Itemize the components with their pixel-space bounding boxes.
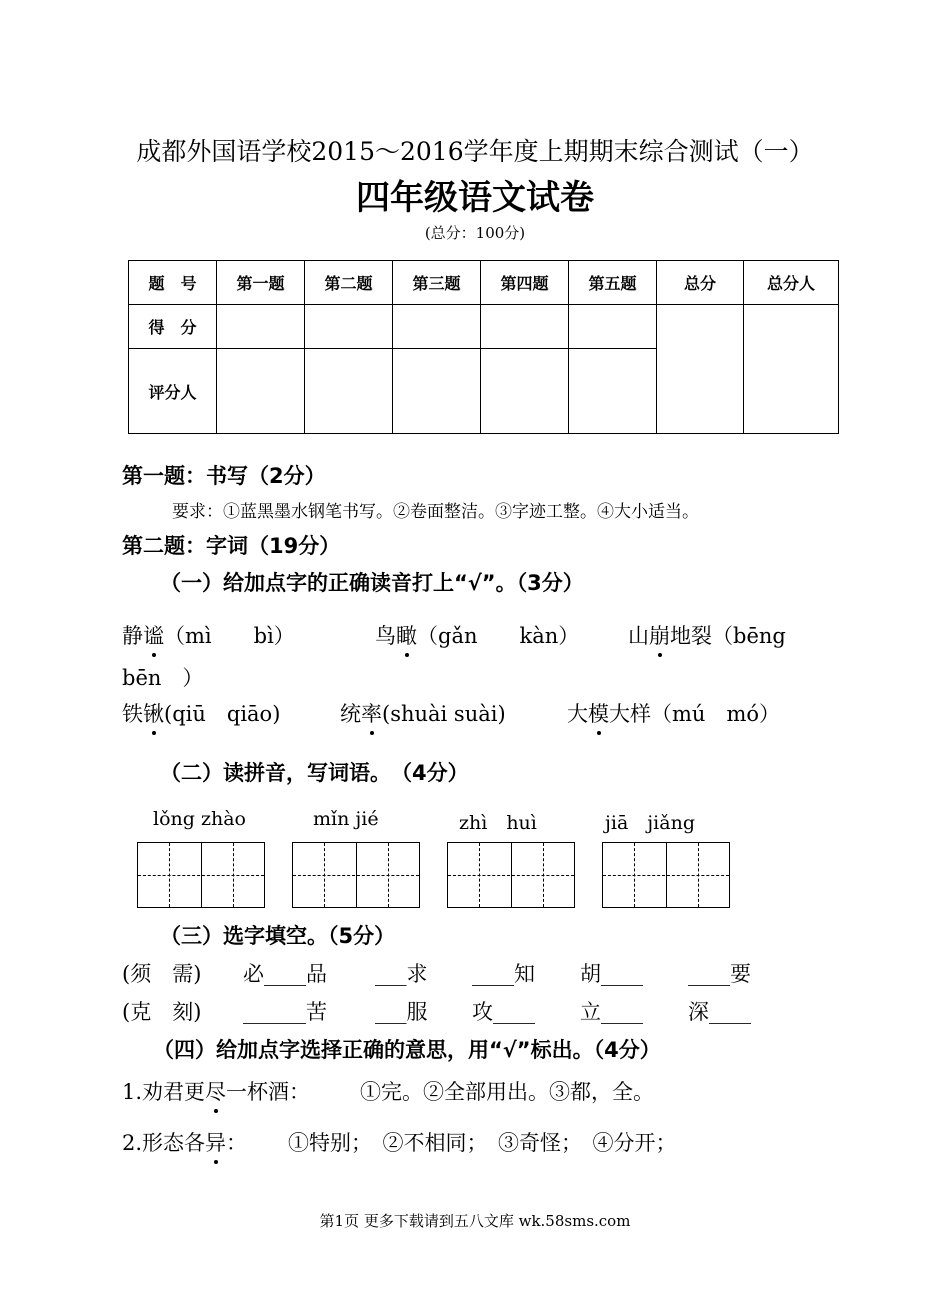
fill-blank[interactable]: 深____ [688,1000,751,1024]
header-cell: 第三题 [393,261,481,305]
pinyin-options: (shuài suài) [382,702,506,726]
fill-option: (克 刻) [122,1000,202,1024]
pinyin-item [122,698,280,728]
meaning-item [122,1127,247,1157]
q2-part1-title: （一）给加点字的正确读音打上“√”。（3分） [160,571,584,595]
fill-blank[interactable]: ______苦 [243,1000,327,1024]
pinyin-options: （mì bì） [164,624,295,648]
fill-option: (须 需) [122,962,202,986]
dotted-char: 尽 [205,1076,226,1106]
fill-blank[interactable]: 立____ [580,1000,643,1024]
score-cell[interactable] [569,305,657,349]
header-cell: 总分 [657,261,744,305]
row-label-score: 得 分 [129,305,217,349]
word-text: 静 [122,624,143,648]
score-table [128,260,839,434]
score-cell[interactable] [217,305,305,349]
pinyin-options: (qiū qiāo) [164,702,281,726]
q2-title: 第二题：字词（19分） [122,534,341,558]
q2-part2-title: （二）读拼音，写词语。 （4分） [160,761,469,785]
score-cell[interactable] [305,305,393,349]
header-cell: 总分人 [744,261,839,305]
fill-blank[interactable]: 必____品 [243,962,327,986]
header-cell: 题 号 [129,261,217,305]
word-text: 统 [340,702,361,726]
grader-cell[interactable] [393,349,481,434]
meaning-options[interactable]: ①特别； ②不相同； ③奇怪； ④分开； [288,1131,677,1155]
q1-requirement: 要求：①蓝黑墨水钢笔书写。②卷面整洁。③字迹工整。④大小适当。 [172,502,699,522]
word-text: 铁 [122,702,143,726]
pinyin-options: （gǎn kàn） [417,624,580,648]
sentence-text: ： [226,1131,248,1155]
dotted-char: 谧 [143,620,164,650]
word-text: 山 [628,624,649,648]
fill-blank[interactable]: ____知 [472,962,535,986]
pinyin-label: zhì huì [459,812,537,834]
grader-cell[interactable] [217,349,305,434]
score-cell[interactable] [481,305,569,349]
exam-title: 四年级语文试卷 [356,178,594,218]
q2-part4-title: （四）给加点字选择正确的意思，用“√”标出。（4分） [153,1038,661,1062]
fill-blank[interactable]: 攻____ [472,1000,535,1024]
writing-grid[interactable] [292,842,420,908]
page-footer: 第1页 更多下载请到五八文库 wk.58sms.com [319,1212,631,1230]
header-cell: 第五题 [569,261,657,305]
q2-part3-title: （三）选字填空。（5分） [160,924,396,948]
header-cell: 第二题 [305,261,393,305]
pinyin-label: mǐn jié [313,808,379,830]
pinyin-options-cont: bēn ） [122,666,204,690]
total-grader-cell[interactable] [744,305,839,434]
header-cell: 第一题 [217,261,305,305]
word-text: 鸟 [375,624,396,648]
pinyin-label: jiā jiǎng [605,812,695,834]
word-text: 大 [567,702,588,726]
header-cell: 第四题 [481,261,569,305]
dotted-char: 异 [205,1127,226,1157]
sentence-text: 一杯酒： [226,1080,311,1104]
sentence-text: 2.形态各 [122,1131,206,1155]
pinyin-item [122,620,295,650]
writing-grid[interactable] [137,842,265,908]
dotted-char: 率 [361,698,382,728]
total-score: (总分：100分) [424,224,526,242]
pinyin-item [375,620,579,650]
fill-blank[interactable]: 胡____ [580,962,643,986]
meaning-options[interactable]: ①完。②全部用出。③都，全。 [360,1080,654,1104]
grader-cell[interactable] [305,349,393,434]
fill-blank[interactable]: ___服 [375,1000,428,1024]
pinyin-item [340,698,506,728]
writing-grid[interactable] [447,842,575,908]
pinyin-options: 大样（mú mó） [609,702,780,726]
pinyin-item [628,620,786,650]
fill-blank[interactable]: ___求 [375,962,428,986]
total-score-cell[interactable] [657,305,744,434]
writing-grid[interactable] [602,842,730,908]
pinyin-options: 地裂（bēng [670,624,786,648]
grader-cell[interactable] [481,349,569,434]
school-title: 成都外国语学校2015～2016学年度上期期末综合测试（一） [136,137,814,166]
dotted-char: 崩 [649,620,670,650]
dotted-char: 锹 [143,698,164,728]
fill-blank[interactable]: ____要 [688,962,751,986]
dotted-char: 模 [588,698,609,728]
meaning-item [122,1076,310,1106]
score-cell[interactable] [393,305,481,349]
q1-title: 第一题：书写（2分） [122,464,326,488]
pinyin-label: lǒng zhào [153,808,246,830]
pinyin-item [567,698,780,728]
dotted-char: 瞰 [396,620,417,650]
grader-cell[interactable] [569,349,657,434]
sentence-text: 1.劝君更 [122,1080,206,1104]
row-label-grader: 评分人 [129,349,217,434]
